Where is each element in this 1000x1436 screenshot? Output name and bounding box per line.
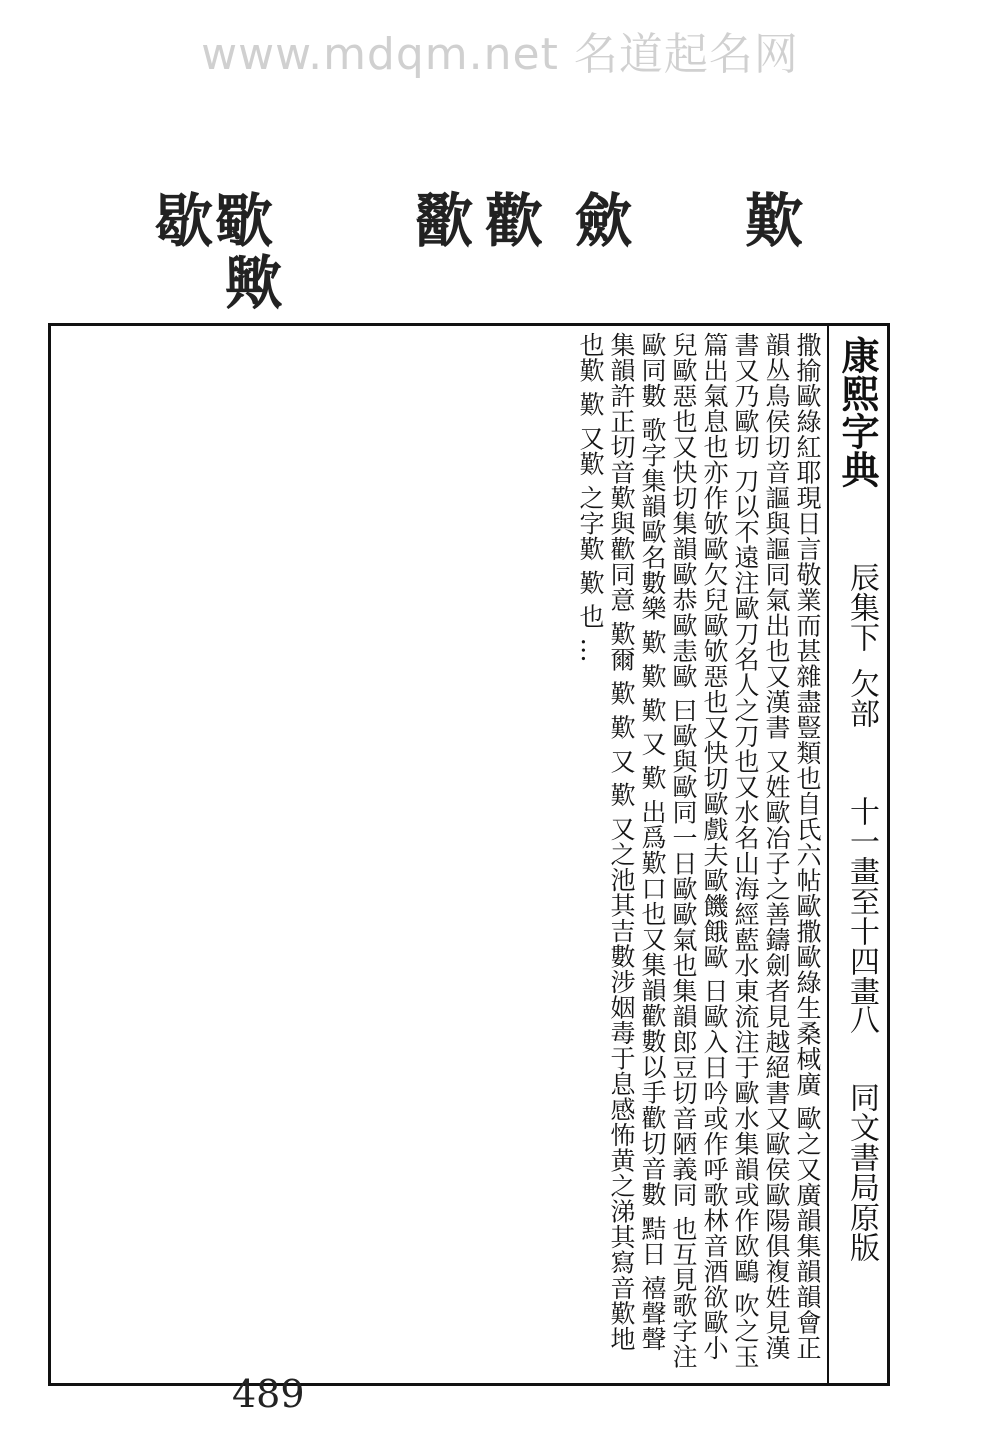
seal-character: 歠 bbox=[405, 190, 473, 248]
seal-character: 歜 bbox=[205, 190, 273, 248]
folio-label: 八 bbox=[844, 1004, 879, 1034]
watermark-text: www.mdqm.net 名道起名网 bbox=[201, 29, 799, 80]
section-label: 辰集下 bbox=[844, 562, 879, 652]
seal-character: 歟 bbox=[215, 252, 283, 310]
dictionary-entries bbox=[53, 332, 825, 1377]
publisher-label: 同文書局原版 bbox=[844, 1082, 879, 1262]
stroke-range-label: 十一畫至十四畫 bbox=[844, 796, 879, 1006]
dictionary-page-frame bbox=[48, 323, 890, 1386]
radical-label: 欠部 bbox=[844, 668, 879, 728]
page-number: 489 bbox=[232, 1372, 305, 1416]
seal-script-row bbox=[145, 190, 850, 320]
page-header-column bbox=[827, 326, 887, 1383]
seal-character: 歡 bbox=[475, 190, 543, 248]
entries-text: 撒揄歐綠紅耶現日言敬業而甚雜盡豎類也自氏六帖歐撒歐綠生桑棫廣 歐之又廣韻集韻韻會正韻丛鳥侯切音謳與謳同氣出也又漢書 又姓歐冶子之善鑄劍者見越絕書又歐侯歐陽俱複姓見漢書又乃歐切 刀以不遠注歐刀名人之刀也又水名山海經藍水東流注于歐水集韻或作欧鷗 吹之玉篇出氣息也亦作欨歐欠兒歐欨惡也又快切歐戲夫歐饑餓歐 日歐入日吟或作呼歌林音酒欲歐小兒歐惡也又快切集韻歐恭歐恚歐 曰歐與歐同一日歐歐氣也集韻郎豆切音陋義同 也互見歌字注歐同數 歌字集韻歐名數樂 歎 歎 歎 又 歎 出爲歎口也又集韻歡數以手歡切音數 黠日 禧聲聲 集韻許正切音歎與歡同意 歎爾 歎 歎 又 歎 又之池其吉數涉姻毒于息感怖黄之涕其寫音歎地也歎 歎 又歎 之字歎 歎 也 … bbox=[576, 332, 822, 1369]
seal-character: 歎 bbox=[735, 190, 803, 248]
seal-character: 歇 bbox=[145, 190, 213, 248]
book-title: 康熙字典 bbox=[835, 336, 880, 488]
seal-character: 歛 bbox=[565, 190, 633, 248]
